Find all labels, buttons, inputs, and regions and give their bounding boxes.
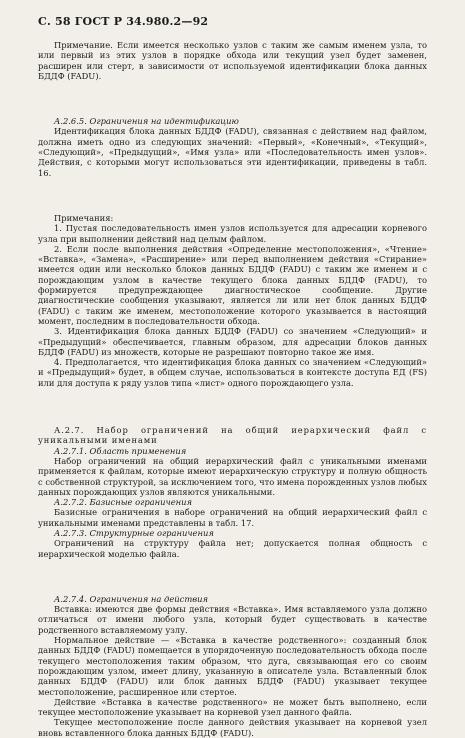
section-heading: А.2.7.2. Базисные ограничения <box>54 497 193 508</box>
paragraph: 1. Пустая последовательность имен узлов используется для адресации корневого узла при выполнении действий над целым файлом. <box>38 223 427 244</box>
paragraph: Ограничений на структуру файла нет; допускается полная общность с иерархической моделью файла. <box>38 538 427 559</box>
paragraph-spacer <box>38 97 427 100</box>
section-heading: А.2.7.3. Структурные ограничения <box>54 527 214 538</box>
section-heading: А.2.7.4. Ограничения на действия <box>54 593 208 604</box>
paragraph: А.2.7. Набор ограничений на общий иерархический файл с уникальными именами <box>38 425 427 446</box>
paragraph-spacer <box>38 194 427 197</box>
paragraph: 3. Идентификация блока данных БДДФ (FADU) со значением «Следующий» и «Предыдущий» обеспечивается, главным образом, для адресации блоков данных БДДФ (FADU) из множеств, которые не разрешают повторно такое же имя. <box>38 326 427 357</box>
document-body <box>38 40 427 738</box>
section-heading: А.2.7.1. Область применения <box>54 445 187 456</box>
paragraph: Текущее местоположение после данного действия указывает на корневой узел вновь вставленного блока данных БДДФ (FADU). <box>38 717 427 738</box>
paragraph: Действие «Вставка в качестве родственного» не может быть выполнено, если текущее местоположение указывает на корневой узел данного файла. <box>38 696 427 718</box>
paragraph: Набор ограничений на общий иерархический файл с уникальными именами применяется к файлам, которые имеют иерархическую структуру и полную общность с собственной структурой, за исключением того, что имена порожденных узлов любых данных порождающих узлов являются уникальными. <box>38 455 427 497</box>
page-header: С. 58 ГОСТ Р 34.980.2—92 <box>38 15 209 28</box>
paragraph-spacer <box>38 575 427 578</box>
paragraph: Вставка: имеются две формы действия «Вставка». Имя вставляемого узла должно отличаться от имени любого узла, который будет существовать в качестве родственного вставляемому узлу. <box>38 604 427 635</box>
paragraph: 4. Предполагается, что идентификация блока данных со значением «Следующий» и «Предыдущий» будет, в общем случае, использоваться в контексте доступа ЕД (FS) или для доступа к ряду узлов типа «лист» одного порождающего узла. <box>38 357 427 388</box>
paragraph: Примечание. Если имеется несколько узлов с таким же самым именем узла, то или первый из этих узлов в порядке обхода или текущий узел будет заменен, расширен или стерт, в зависимости от используемой идентификации блока данных БДДФ (FADU). <box>38 40 427 81</box>
paragraph: 2. Если после выполнения действия «Определение местоположения», «Чтение» «Вставка», «Замена», «Расширение» или перед выполнением действия «Стирание» имеется один или несколько блоков данных БДДФ (FADU) с таким же именем и с порождающим узлом в качестве текущего блока данных БДДФ (FADU), то формируется предупреждающее диагностическое сообщение. Другие диагностические сообщения указывают, является ли или нет блок данных БДДФ (FADU) с таким же именем, местоположение которого указывается в настоящий момент, последним в последовательности обхода. <box>38 243 427 326</box>
paragraph: Идентификация блока данных БДДФ (FADU), связанная с действием над файлом, должна иметь одно из следующих значений: «Первый», «Конечный», «Текущий», «Следующий», «Предыдущий», «Имя узла» или «Последовательность имен узлов». Действия, с которыми могут использоваться эти идентификации, приведены в табл. 16. <box>38 126 427 178</box>
paragraph-spacer <box>38 404 427 409</box>
section-heading: А.2.6.5. Ограничения на идентификацию <box>54 116 239 127</box>
paragraph: Примечания: <box>54 212 114 223</box>
paragraph: Нормальное действие — «Вставка в качестве родственного»: созданный блок данных БДДФ (FADU) помещается в упорядоченную последовательность обхода после текущего местоположения таким образом, что дуга, связывающая его со своим порождающим узлом, имеет длину, указанную в описателе узла. Вставленный блок данных БДДФ (FADU) или блок данных БДДФ (FADU) указывает текущее местоположение, расширенное или стертое. <box>38 635 427 697</box>
paragraph: Базисные ограничения в наборе ограничений на общий иерархический файл с уникальными именами представлены в табл. 17. <box>38 507 427 528</box>
